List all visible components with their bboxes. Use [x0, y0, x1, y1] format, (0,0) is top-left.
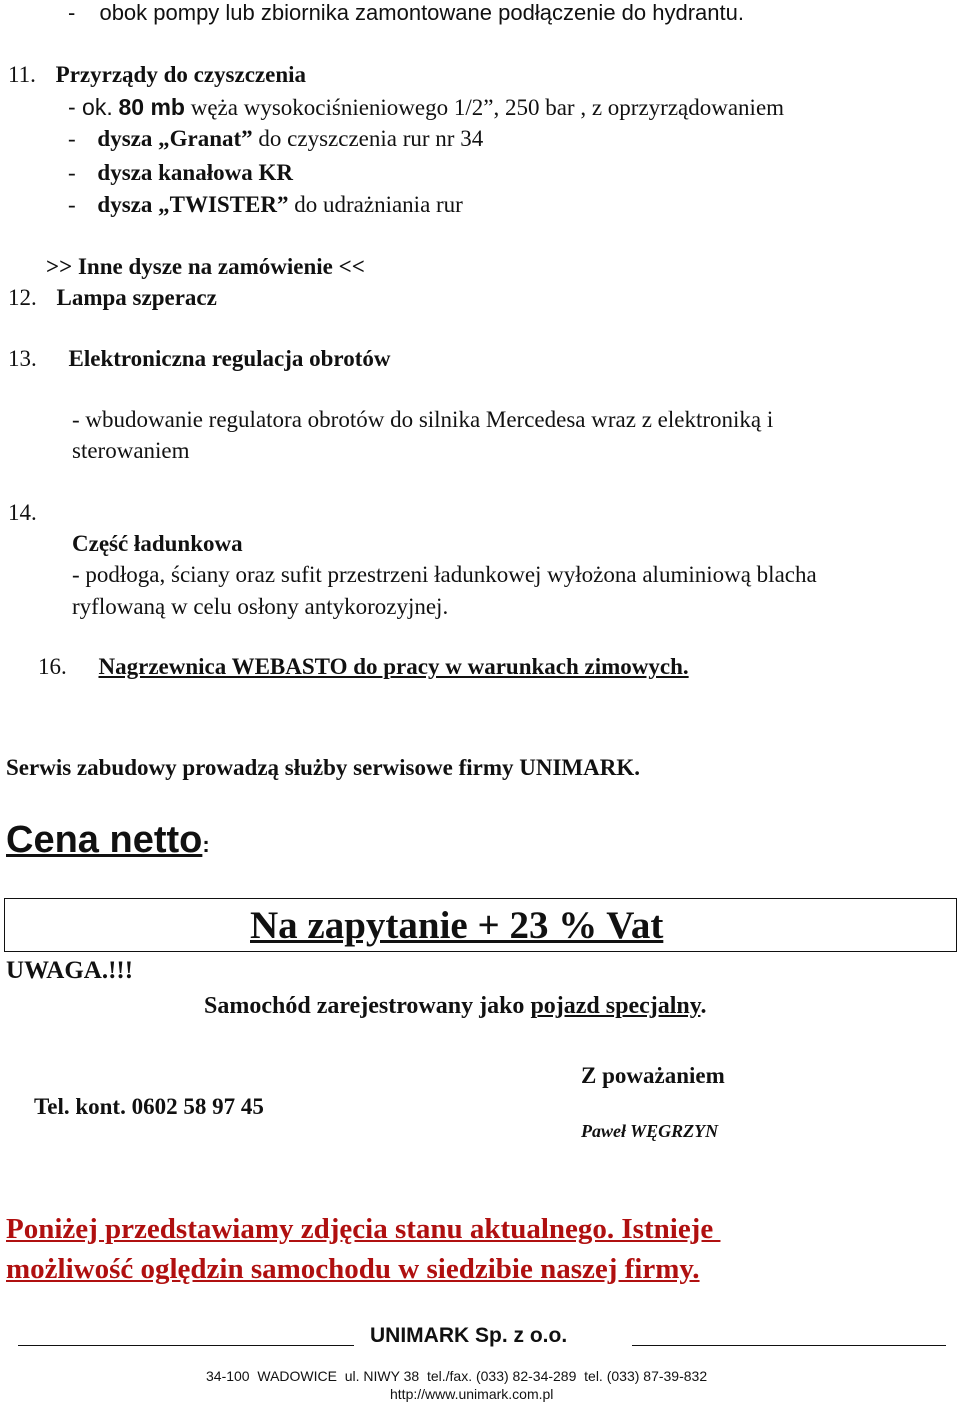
section-12-heading	[8, 285, 217, 311]
bullet-dash: -	[68, 160, 76, 185]
section-14-line-2: ryflowaną w celu osłony antykorozyjnej.	[72, 594, 449, 619]
section-13-line-2: sterowaniem	[72, 438, 190, 463]
footer-rule-left	[18, 1345, 354, 1346]
section-13-line-1: - wbudowanie regulatora obrotów do silnika Mercedesa wraz z elektroniką i	[72, 407, 774, 432]
section-number: 16.	[38, 654, 67, 679]
section-title: Przyrządy do czyszczenia	[55, 62, 307, 87]
section-14-line-1: - podłoga, ściany oraz sufit przestrzeni ładunkowej wyłożona aluminiową blacha	[72, 562, 817, 587]
item-text: do udrażniania rur	[294, 192, 463, 217]
warning-text-special: pojazd specjalny	[530, 993, 701, 1019]
warning-label: UWAGA.!!!	[6, 957, 134, 984]
section-title: Nagrzewnica WEBASTO do pracy w warunkach zimowych.	[98, 654, 689, 679]
section-number: 11.	[8, 62, 36, 87]
bullet-dash: -	[68, 0, 76, 25]
bullet-dash: -	[68, 192, 76, 217]
cleaning-item-granat	[68, 126, 483, 152]
cleaning-item-hose	[68, 94, 784, 121]
other-nozzles-note: >> Inne dysze na zamówienie <<	[46, 254, 365, 279]
section-11-heading	[8, 62, 306, 88]
section-title: Lampa szperacz	[56, 285, 217, 310]
contact-phone: Tel. kont. 0602 58 97 45	[34, 1094, 264, 1119]
footer-rule-right	[632, 1345, 946, 1346]
item-prefix: - ok.	[68, 94, 113, 120]
item-text: do czyszczenia rur nr 34	[258, 126, 484, 151]
signature-name: Paweł WĘGRZYN	[581, 1121, 719, 1141]
warning-text-prefix: Samochód zarejestrowany jako	[204, 993, 525, 1019]
item-name: dysza „TWISTER”	[97, 192, 289, 217]
price-heading	[6, 818, 210, 867]
item-name: dysza kanałowa KR	[97, 160, 293, 185]
section-number: 12.	[8, 285, 37, 310]
section-14-number: 14.	[8, 500, 37, 525]
service-statement: Serwis zabudowy prowadzą służby serwisowe firmy UNIMARK.	[6, 755, 640, 780]
greeting: Z poważaniem	[581, 1063, 725, 1088]
cleaning-item-twister	[68, 192, 463, 218]
section-number: 13.	[8, 346, 37, 371]
section-14-title: Część ładunkowa	[72, 531, 243, 556]
price-colon: :	[202, 832, 210, 857]
item-quantity: 80 mb	[118, 94, 185, 120]
warning-text	[204, 993, 706, 1020]
warning-text-suffix: .	[700, 993, 707, 1019]
photos-notice-line-1: Poniżej przedstawiamy zdjęcia stanu aktualnego. Istnieje	[6, 1213, 721, 1245]
footer-company: UNIMARK Sp. z o.o.	[370, 1324, 568, 1347]
footer-website[interactable]: http://www.unimark.com.pl	[390, 1386, 554, 1402]
photos-notice-line-2: możliwość oględzin samochodu w siedzibie naszej firmy.	[6, 1253, 700, 1285]
section-16-heading	[38, 654, 689, 680]
price-value: Na zapytanie + 23 % Vat	[250, 904, 664, 947]
footer-address: 34-100 WADOWICE ul. NIWY 38 tel./fax. (033) 82-34-289 tel. (033) 87-39-832	[206, 1368, 708, 1384]
item-name: dysza „Granat”	[97, 126, 253, 151]
section-title: Elektroniczna regulacja obrotów	[68, 346, 391, 371]
price-label: Cena netto	[6, 819, 203, 861]
top-line	[68, 0, 744, 26]
top-line-text: obok pompy lub zbiornika zamontowane podłączenie do hydrantu.	[99, 0, 744, 25]
cleaning-item-kr	[68, 160, 293, 186]
item-text: węża wysokociśnieniowego 1/2”, 250 bar , z oprzyrządowaniem	[190, 95, 785, 120]
section-13-heading	[8, 346, 390, 372]
bullet-dash: -	[68, 126, 76, 151]
